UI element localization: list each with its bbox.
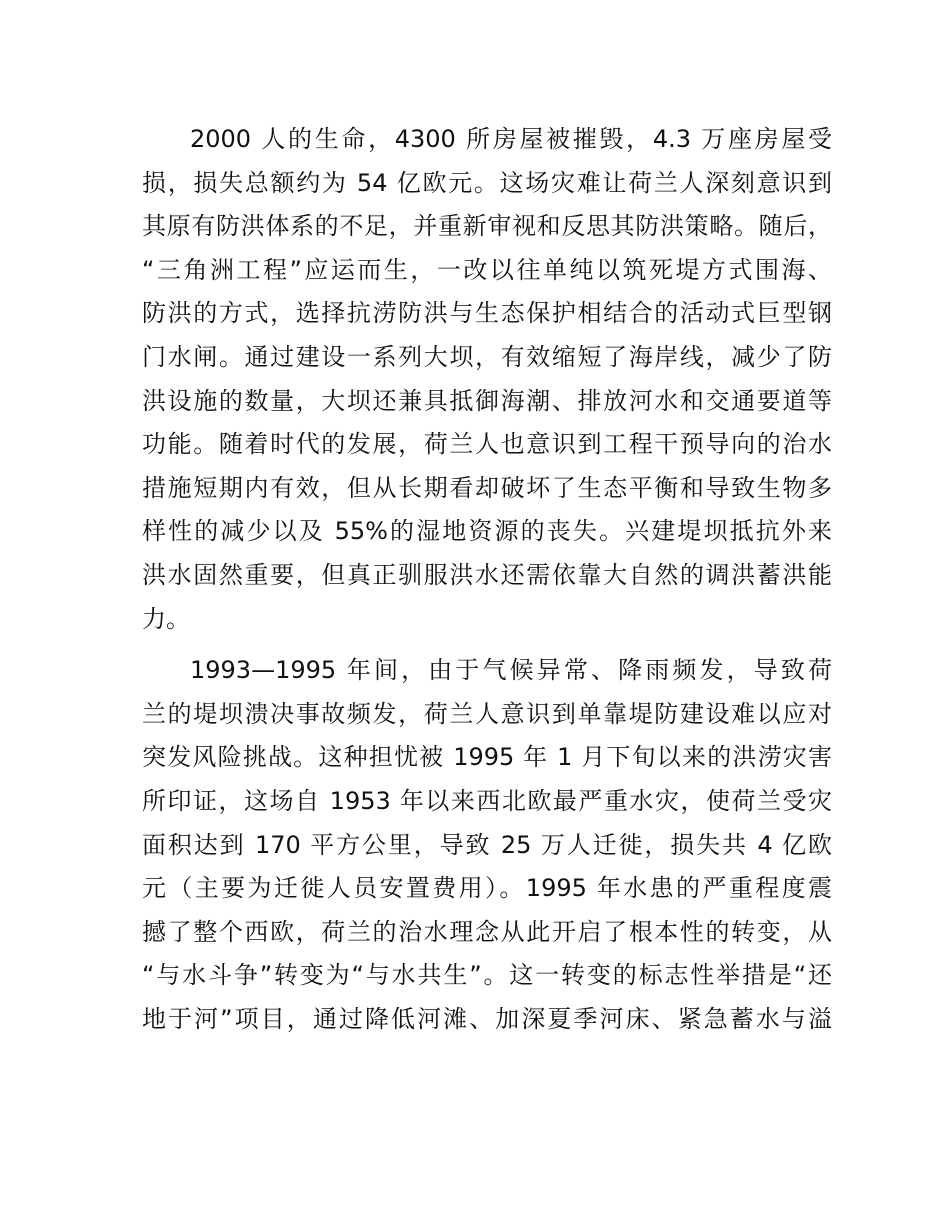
text-line: 面积达到 170 平方公里，导致 25 万人迁徙，损失共 4 亿欧: [142, 830, 832, 859]
document-body: [142, 118, 832, 1041]
paragraph-1: [142, 118, 832, 641]
text-line: 元（主要为迁徙人员安置费用）。1995 年水患的严重程度震: [142, 874, 832, 903]
text-line: 兰的堤坝溃决事故频发，荷兰人意识到单靠堤防建设难以应对: [142, 699, 832, 728]
text-line: “与水斗争”转变为“与水共生”。这一转变的标志性举措是“还: [142, 961, 832, 990]
text-line: 门水闸。通过建设一系列大坝，有效缩短了海岸线，减少了防: [142, 342, 832, 371]
text-line: 洪设施的数量，大坝还兼具抵御海潮、排放河水和交通要道等: [142, 386, 832, 415]
text-line: 防洪的方式，选择抗涝防洪与生态保护相结合的活动式巨型钢: [142, 299, 832, 328]
text-line: 样性的减少以及 55%的湿地资源的丧失。兴建堤坝抵抗外来: [142, 517, 832, 546]
text-line: 洪水固然重要，但真正驯服洪水还需依靠大自然的调洪蓄洪能: [142, 560, 832, 589]
text-line: 撼了整个西欧，荷兰的治水理念从此开启了根本性的转变，从: [142, 917, 832, 946]
text-line: 1993—1995 年间，由于气候异常、降雨频发，导致荷: [190, 656, 832, 685]
paragraph-spacer: [142, 641, 832, 649]
text-line: 损，损失总额约为 54 亿欧元。这场灾难让荷兰人深刻意识到: [142, 168, 832, 197]
paragraph-2: [142, 649, 832, 1041]
text-line: 所印证，这场自 1953 年以来西北欧最严重水灾，使荷兰受灾: [142, 786, 832, 815]
text-line: “三角洲工程”应运而生，一改以往单纯以筑死堤方式围海、: [142, 255, 832, 284]
text-line: 力。: [142, 604, 190, 633]
text-line: 其原有防洪体系的不足，并重新审视和反思其防洪策略。随后，: [142, 212, 832, 241]
text-line: 地于河”项目，通过降低河滩、加深夏季河床、紧急蓄水与溢: [142, 1004, 832, 1033]
text-line: 2000 人的生命，4300 所房屋被摧毁，4.3 万座房屋受: [190, 125, 832, 153]
text-line: 措施短期内有效，但从长期看却破坏了生态平衡和导致生物多: [142, 473, 832, 502]
text-line: 功能。随着时代的发展，荷兰人也意识到工程干预导向的治水: [142, 430, 832, 459]
text-line: 突发风险挑战。这种担忧被 1995 年 1 月下旬以来的洪涝灾害: [142, 743, 832, 772]
